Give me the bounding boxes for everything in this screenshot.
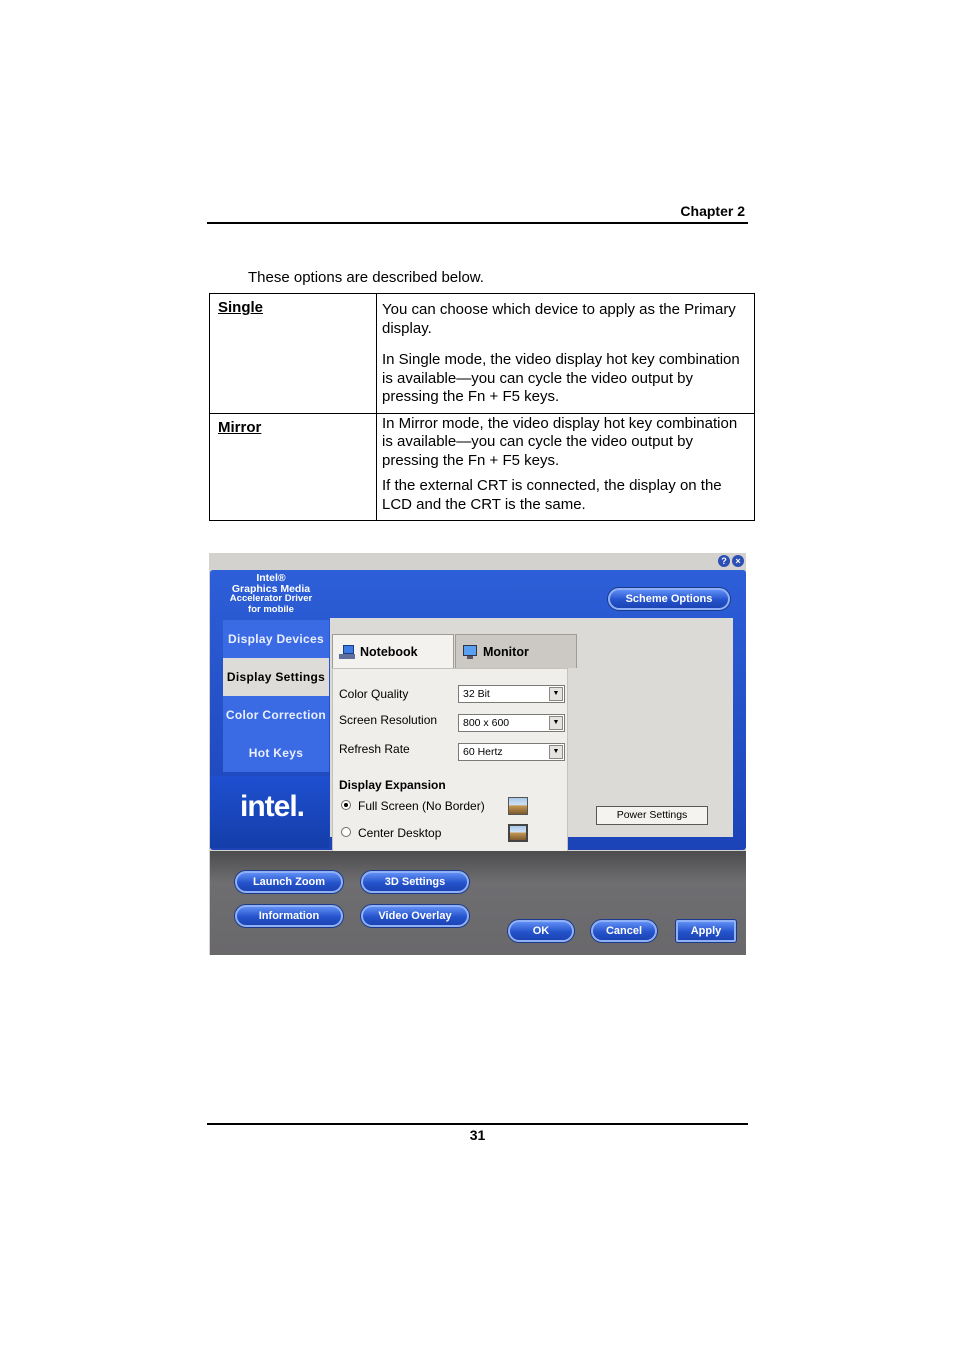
refresh-rate-select[interactable] [458, 743, 565, 761]
notebook-icon [339, 645, 355, 659]
nav-item-display-settings[interactable]: Display Settings [223, 658, 329, 696]
dropdown-arrow-icon[interactable]: ▼ [549, 745, 563, 759]
brand-line: Graphics Media [231, 582, 311, 595]
option-term: Mirror [210, 413, 377, 521]
video-overlay-button[interactable]: Video Overlay [361, 905, 469, 927]
settings-content [330, 618, 733, 840]
full-screen-radio[interactable] [341, 800, 351, 810]
close-icon[interactable]: × [732, 555, 744, 567]
product-brand [213, 573, 329, 615]
table-row [210, 294, 755, 414]
cancel-button[interactable]: Cancel [591, 920, 657, 942]
nav-item-hot-keys[interactable]: Hot Keys [223, 734, 329, 772]
display-settings-panel [332, 668, 568, 873]
intro-text: These options are described below. [248, 269, 484, 286]
description-paragraph: In Single mode, the video display hot key combination is available—you can cycle the video output by pressing the Fn + F5 keys. [382, 351, 740, 405]
description-paragraph: In Mirror mode, the video display hot key combination is available—you can cycle the video output by pressing the Fn + F5 keys. [382, 414, 738, 469]
intel-graphics-screenshot [209, 553, 746, 955]
refresh-rate-label: Refresh Rate [339, 742, 410, 756]
select-value: 32 Bit [463, 688, 490, 700]
apply-button[interactable]: Apply [676, 920, 736, 942]
select-value: 800 x 600 [463, 717, 510, 729]
footer-rule [207, 1123, 748, 1125]
main-frame [210, 570, 746, 850]
description-paragraph: If the external CRT is connected, the display on the LCD and the CRT is the same. [382, 477, 722, 513]
ok-button[interactable]: OK [508, 920, 574, 942]
brand-line: Intel® [256, 572, 286, 584]
power-settings-button[interactable]: Power Settings [596, 806, 708, 825]
center-desktop-radio[interactable] [341, 827, 351, 837]
nav-item-display-devices[interactable]: Display Devices [223, 620, 329, 658]
option-description [377, 294, 755, 414]
description-paragraph: You can choose which device to apply as the Primary display. [382, 301, 736, 337]
nav-item-color-correction[interactable]: Color Correction [223, 696, 329, 734]
tab-notebook[interactable] [332, 634, 454, 668]
nav-menu [223, 620, 329, 772]
help-icon[interactable]: ? [718, 555, 730, 567]
table-row [210, 413, 755, 521]
launch-zoom-button[interactable]: Launch Zoom [235, 871, 343, 893]
full-screen-label: Full Screen (No Border) [358, 799, 485, 813]
select-value: 60 Hertz [463, 746, 503, 758]
information-button[interactable]: Information [235, 905, 343, 927]
chapter-label: Chapter 2 [680, 203, 745, 219]
full-screen-preview-icon [508, 797, 528, 815]
tab-label: Notebook [360, 644, 418, 659]
dropdown-arrow-icon[interactable]: ▼ [549, 716, 563, 730]
center-desktop-preview-icon [508, 824, 528, 842]
tab-monitor[interactable] [455, 634, 577, 668]
options-table [209, 293, 755, 521]
3d-settings-button[interactable]: 3D Settings [361, 871, 469, 893]
monitor-icon [462, 645, 478, 659]
logo-area [210, 776, 329, 848]
color-quality-label: Color Quality [339, 687, 409, 701]
option-term: Single [210, 294, 377, 414]
bottom-bar [210, 851, 746, 955]
dropdown-arrow-icon[interactable]: ▼ [549, 687, 563, 701]
header-rule [207, 222, 748, 224]
screen-resolution-label: Screen Resolution [339, 713, 438, 727]
page-number: 31 [469, 1127, 486, 1143]
screen-resolution-select[interactable] [458, 714, 565, 732]
scheme-options-button[interactable]: Scheme Options [608, 588, 730, 610]
brand-line: for mobile [248, 603, 294, 615]
window-controls [718, 555, 744, 567]
intel-logo: intel. [240, 790, 305, 823]
option-description [377, 413, 755, 521]
brand-line: Accelerator Driver [229, 593, 313, 604]
display-expansion-label: Display Expansion [339, 778, 446, 792]
color-quality-select[interactable] [458, 685, 565, 703]
center-desktop-label: Center Desktop [358, 826, 442, 840]
tab-label: Monitor [483, 644, 529, 659]
